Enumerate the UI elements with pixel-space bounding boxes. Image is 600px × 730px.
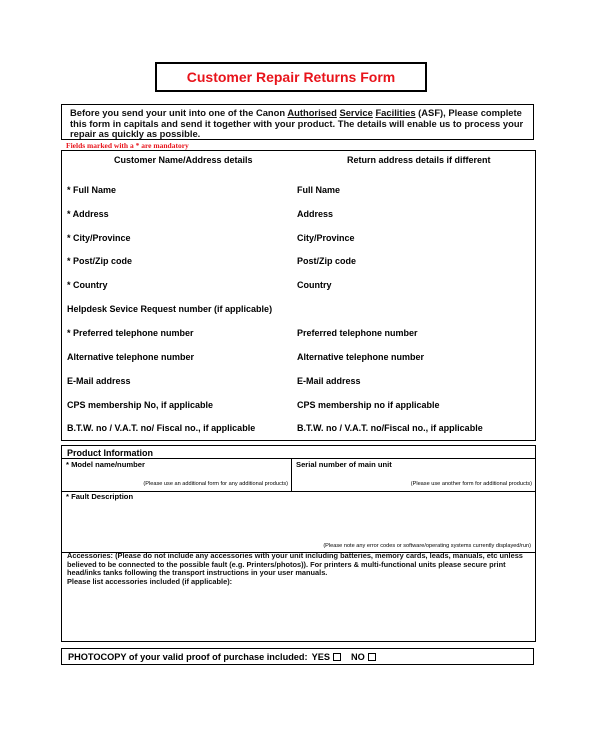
field-city[interactable]: * City/Province bbox=[67, 233, 131, 243]
return-field-email[interactable]: E-Mail address bbox=[297, 376, 361, 386]
return-field-preferred-phone[interactable]: Preferred telephone number bbox=[297, 328, 418, 338]
return-field-city[interactable]: City/Province bbox=[297, 233, 355, 243]
intro-box bbox=[61, 104, 534, 140]
field-post-code[interactable]: * Post/Zip code bbox=[67, 256, 133, 266]
no-label: NO bbox=[350, 651, 365, 662]
mandatory-note: Fields marked with a * are mandatory bbox=[66, 141, 189, 150]
form-title-box bbox=[155, 62, 427, 92]
product-info-heading: Product Information bbox=[67, 448, 153, 458]
field-cps-membership[interactable]: CPS membership No, if applicable bbox=[67, 400, 214, 410]
yes-label: YES bbox=[311, 651, 330, 662]
intro-asf-word-3: Facilities bbox=[375, 107, 416, 118]
fault-note: (Please note any error codes or software/operating systems currently displayed/run) bbox=[323, 543, 531, 549]
model-cell[interactable] bbox=[62, 459, 292, 491]
intro-part1: Before you send your unit into one of the Canon bbox=[70, 107, 288, 118]
return-field-vat-number[interactable]: B.T.W. no / V.A.T. no/Fiscal no., if applicable bbox=[297, 423, 483, 433]
field-preferred-phone[interactable]: * Preferred telephone number bbox=[67, 328, 194, 338]
intro-asf-word-1: Authorised bbox=[287, 107, 337, 118]
photocopy-text: PHOTOCOPY of your valid proof of purchase included: bbox=[68, 651, 308, 662]
no-checkbox[interactable] bbox=[368, 653, 376, 661]
serial-note: (Please use another form for additional products) bbox=[410, 481, 532, 487]
field-address[interactable]: * Address bbox=[67, 209, 109, 219]
accessories-text: Accessories: (Please do not include any accessories with your unit including batteries, memory cards, leads, manuals, etc unless believed to be connected to the possible fault (e.g. Printers/photos)). For printers & multi-functional units please secure print head/inks tanks following the transport instructions in your user manuals. bbox=[67, 551, 523, 578]
accessories-cell[interactable] bbox=[67, 552, 527, 586]
intro-part2: (ASF), Please complete this form in capitals and send it together with your product. The details will enable us to process your repair as quickly as possible. bbox=[70, 107, 524, 140]
fault-label: * Fault Description bbox=[66, 492, 134, 501]
return-field-cps-membership[interactable]: CPS membership no if applicable bbox=[297, 400, 440, 410]
model-note: (Please use an additional form for any additional products) bbox=[143, 481, 288, 487]
intro-asf-word-2: Service bbox=[339, 107, 373, 118]
return-address-heading: Return address details if different bbox=[347, 155, 491, 165]
fault-description-cell[interactable] bbox=[62, 492, 535, 551]
return-field-post-code[interactable]: Post/Zip code bbox=[297, 256, 357, 266]
field-vat-number[interactable]: B.T.W. no / V.A.T. no/ Fiscal no., if applicable bbox=[67, 423, 256, 433]
address-section bbox=[61, 150, 536, 441]
product-information-section bbox=[61, 445, 536, 642]
return-field-full-name[interactable]: Full Name bbox=[297, 185, 341, 195]
form-title: Customer Repair Returns Form bbox=[186, 69, 396, 85]
return-field-alt-phone[interactable]: Alternative telephone number bbox=[297, 352, 425, 362]
serial-label: Serial number of main unit bbox=[296, 460, 392, 469]
yes-checkbox[interactable] bbox=[333, 653, 341, 661]
field-helpdesk-request[interactable]: Helpdesk Sevice Request number (if applicable) bbox=[67, 304, 273, 314]
accessories-list-label: Please list accessories included (if applicable): bbox=[67, 576, 233, 586]
field-email[interactable]: E-Mail address bbox=[67, 376, 131, 386]
intro-text bbox=[70, 108, 525, 140]
photocopy-row bbox=[61, 648, 534, 665]
return-field-address[interactable]: Address bbox=[297, 209, 334, 219]
model-label: * Model name/number bbox=[66, 460, 145, 469]
return-field-country[interactable]: Country bbox=[297, 280, 332, 290]
customer-address-heading: Customer Name/Address details bbox=[114, 155, 253, 165]
field-full-name[interactable]: * Full Name bbox=[67, 185, 117, 195]
field-country[interactable]: * Country bbox=[67, 280, 108, 290]
field-alt-phone[interactable]: Alternative telephone number bbox=[67, 352, 195, 362]
serial-cell[interactable] bbox=[292, 459, 535, 491]
